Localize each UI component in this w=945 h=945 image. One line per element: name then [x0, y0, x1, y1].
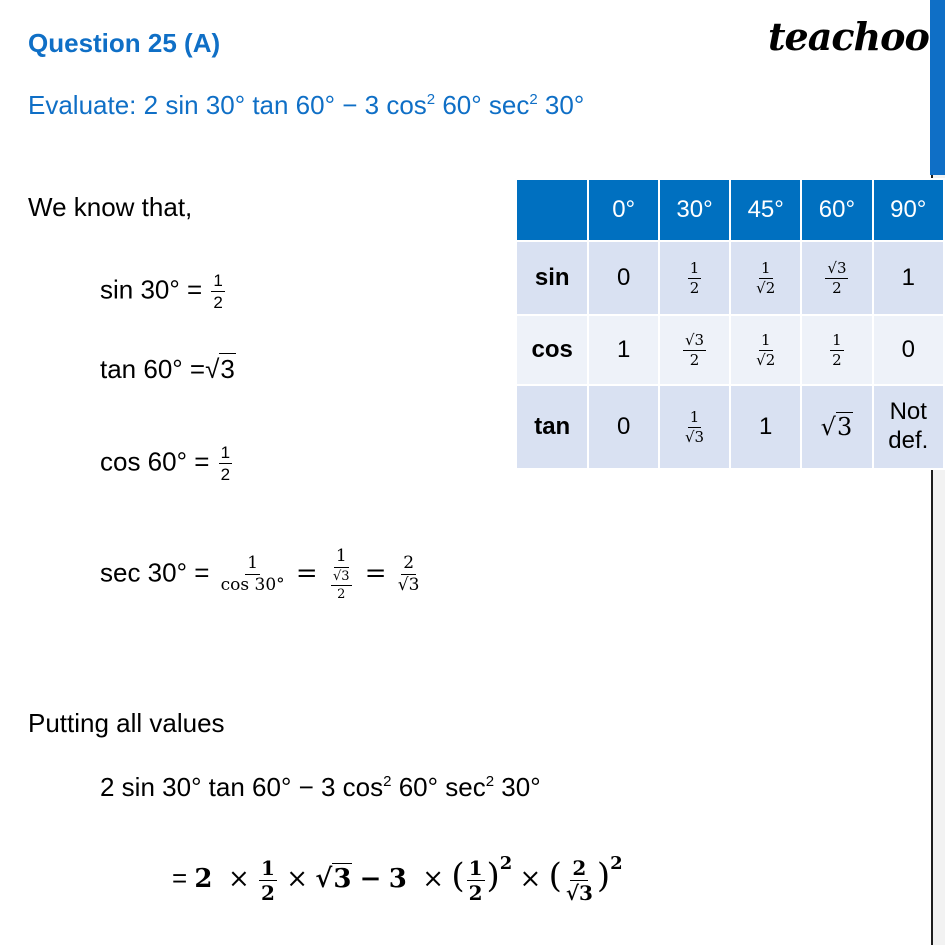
- cos60-line: cos 60° = $\frac{1}{2}$: [100, 443, 231, 484]
- row-label: tan: [516, 385, 588, 469]
- table-row-sin: [516, 241, 944, 315]
- header-30: 30°: [659, 179, 730, 241]
- trig-values-table: [515, 178, 945, 470]
- sec30-line: sec 30° = $\frac{1}{\cos 30^\circ}$ = $\frac{1}{\frac{√3}{2}}$ = $\frac{2}{√3}$: [100, 546, 420, 602]
- header-45: 45°: [730, 179, 801, 241]
- teachoo-logo: teachoo: [768, 14, 929, 59]
- row-label: sin: [516, 241, 588, 315]
- question-title: Question 25 (A): [28, 28, 221, 58]
- putting-values-text: Putting all values: [28, 708, 225, 738]
- sin30-line: sin 30° = $\frac{1}{2}$: [100, 271, 223, 312]
- table-cell: $\frac{1}{2}$: [659, 241, 730, 315]
- table-cell: Not def.: [873, 385, 944, 469]
- row-label: cos: [516, 315, 588, 385]
- we-know-text: We know that,: [28, 192, 193, 222]
- tan60-line: tan 60° =√3: [100, 354, 235, 384]
- table-cell: √3: [801, 385, 872, 469]
- table-cell: 0: [873, 315, 944, 385]
- table-row-tan: [516, 385, 944, 469]
- substitution-line: = 2 × $\frac{1}{2}$ × √3 − 3 × ( $\frac{1}{2}$ )$^2$ × ( $\frac{2}{√3}$ )$^2$: [172, 853, 623, 905]
- table-cell: $\frac{1}{√3}$: [659, 385, 730, 469]
- table-cell: 0: [588, 241, 658, 315]
- expression-line: 2 sin 30° tan 60° − 3 $\cos^2 60^\circ$ $\sec^2 30^\circ$: [100, 772, 541, 802]
- table-cell: 1: [588, 315, 658, 385]
- side-accent-bar: [930, 0, 945, 175]
- table-cell: 1: [873, 241, 944, 315]
- table-cell: 1: [730, 385, 801, 469]
- table-cell: $\frac{√3}{2}$: [801, 241, 872, 315]
- evaluate-statement: Evaluate: 2 sin 30° tan 60° − 3 $\cos^2 60^\circ$ $\sec^2 30^\circ$: [28, 90, 585, 120]
- table-cell: $\frac{1}{√2}$: [730, 241, 801, 315]
- table-cell: $\frac{√3}{2}$: [659, 315, 730, 385]
- table-cell: $\frac{1}{2}$: [801, 315, 872, 385]
- header-0: 0°: [588, 179, 658, 241]
- table-cell: 0: [588, 385, 658, 469]
- header-90: 90°: [873, 179, 944, 241]
- table-cell: $\frac{1}{√2}$: [730, 315, 801, 385]
- table-row-cos: [516, 315, 944, 385]
- header-60: 60°: [801, 179, 872, 241]
- table-corner: [516, 179, 588, 241]
